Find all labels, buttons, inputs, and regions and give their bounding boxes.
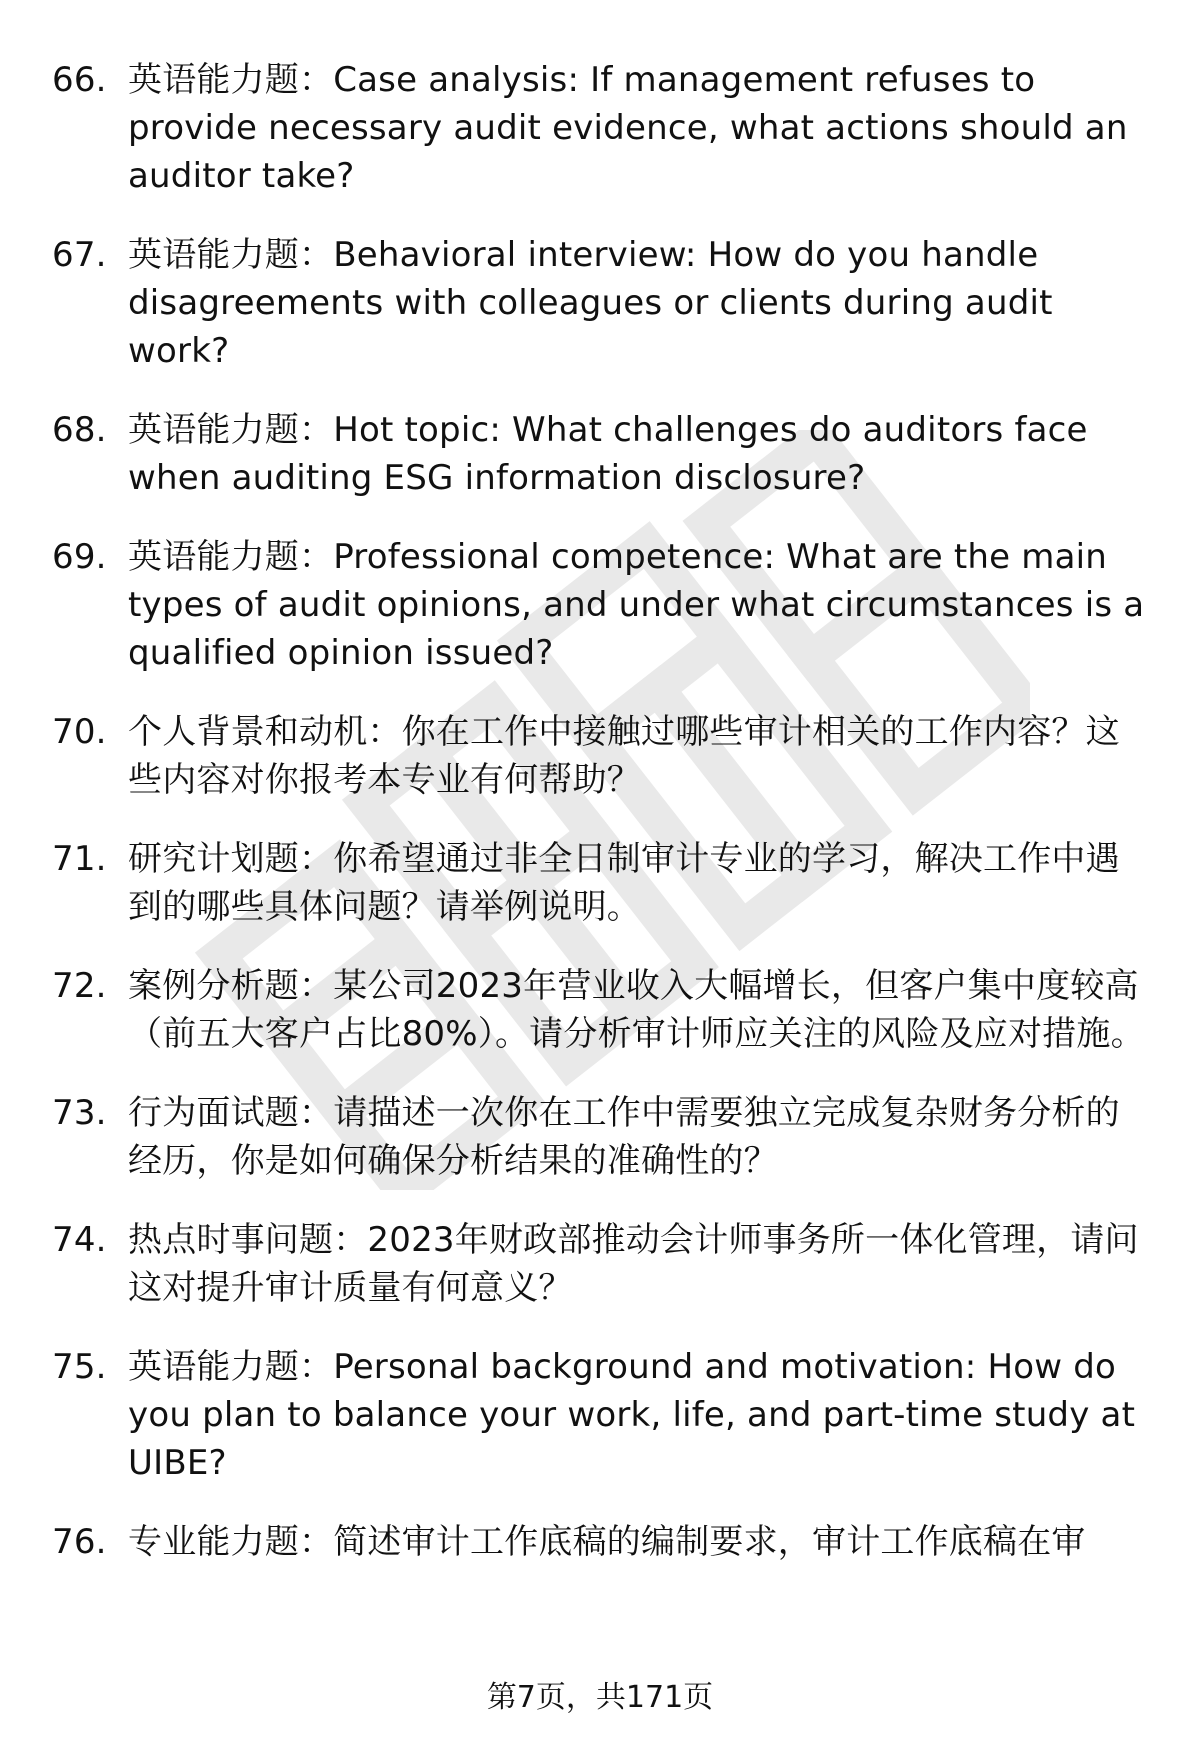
question-text: 英语能力题：Hot topic: What challenges do auditors face when auditing ESG information disclosure? xyxy=(128,410,1088,498)
question-number: 68. xyxy=(52,410,107,450)
question-item xyxy=(0,1518,1200,1566)
question-number: 71. xyxy=(52,839,107,879)
question-number: 66. xyxy=(52,60,107,100)
question-item xyxy=(0,231,1200,375)
question-text: 英语能力题：Professional competence: What are the main types of audit opinions, and under what circumstances is a qualified opinion issued? xyxy=(128,537,1145,673)
question-number: 73. xyxy=(52,1093,107,1133)
question-item xyxy=(0,1343,1200,1487)
question-text: 案例分析题：某公司2023年营业收入大幅增长，但客户集中度较高（前五大客户占比80%）。请分析审计师应关注的风险及应对措施。 xyxy=(128,966,1145,1054)
question-item xyxy=(0,56,1200,200)
question-text: 行为面试题：请描述一次你在工作中需要独立完成复杂财务分析的经历，你是如何确保分析结果的准确性的？ xyxy=(128,1093,1120,1181)
question-item xyxy=(0,1089,1200,1185)
question-item xyxy=(0,835,1200,931)
question-text: 英语能力题：Case analysis: If management refuses to provide necessary audit evidence, what actions should an auditor take? xyxy=(128,60,1128,196)
question-item xyxy=(0,962,1200,1058)
question-number: 72. xyxy=(52,966,107,1006)
question-text: 专业能力题：简述审计工作底稿的编制要求，审计工作底稿在审 xyxy=(128,1522,1086,1562)
question-number: 69. xyxy=(52,537,107,577)
question-number: 74. xyxy=(52,1220,107,1260)
question-text: 英语能力题：Behavioral interview: How do you handle disagreements with colleagues or clients during audit work? xyxy=(128,235,1053,371)
question-text: 个人背景和动机：你在工作中接触过哪些审计相关的工作内容？这些内容对你报考本专业有何帮助？ xyxy=(128,712,1120,800)
question-item xyxy=(0,708,1200,804)
question-text: 热点时事问题：2023年财政部推动会计师事务所一体化管理，请问这对提升审计质量有何意义？ xyxy=(128,1220,1139,1308)
question-item xyxy=(0,406,1200,502)
question-number: 67. xyxy=(52,235,107,275)
question-text: 研究计划题：你希望通过非全日制审计专业的学习，解决工作中遇到的哪些具体问题？请举例说明。 xyxy=(128,839,1120,927)
question-list xyxy=(0,56,1200,1597)
question-text: 英语能力题：Personal background and motivation: How do you plan to balance your work, life, and part-time study at UIBE? xyxy=(128,1347,1136,1483)
page-footer: 第7页，共171页 xyxy=(486,1680,714,1715)
question-number: 75. xyxy=(52,1347,107,1387)
question-number: 70. xyxy=(52,712,107,752)
question-number: 76. xyxy=(52,1522,107,1562)
question-item xyxy=(0,533,1200,677)
question-item xyxy=(0,1216,1200,1312)
